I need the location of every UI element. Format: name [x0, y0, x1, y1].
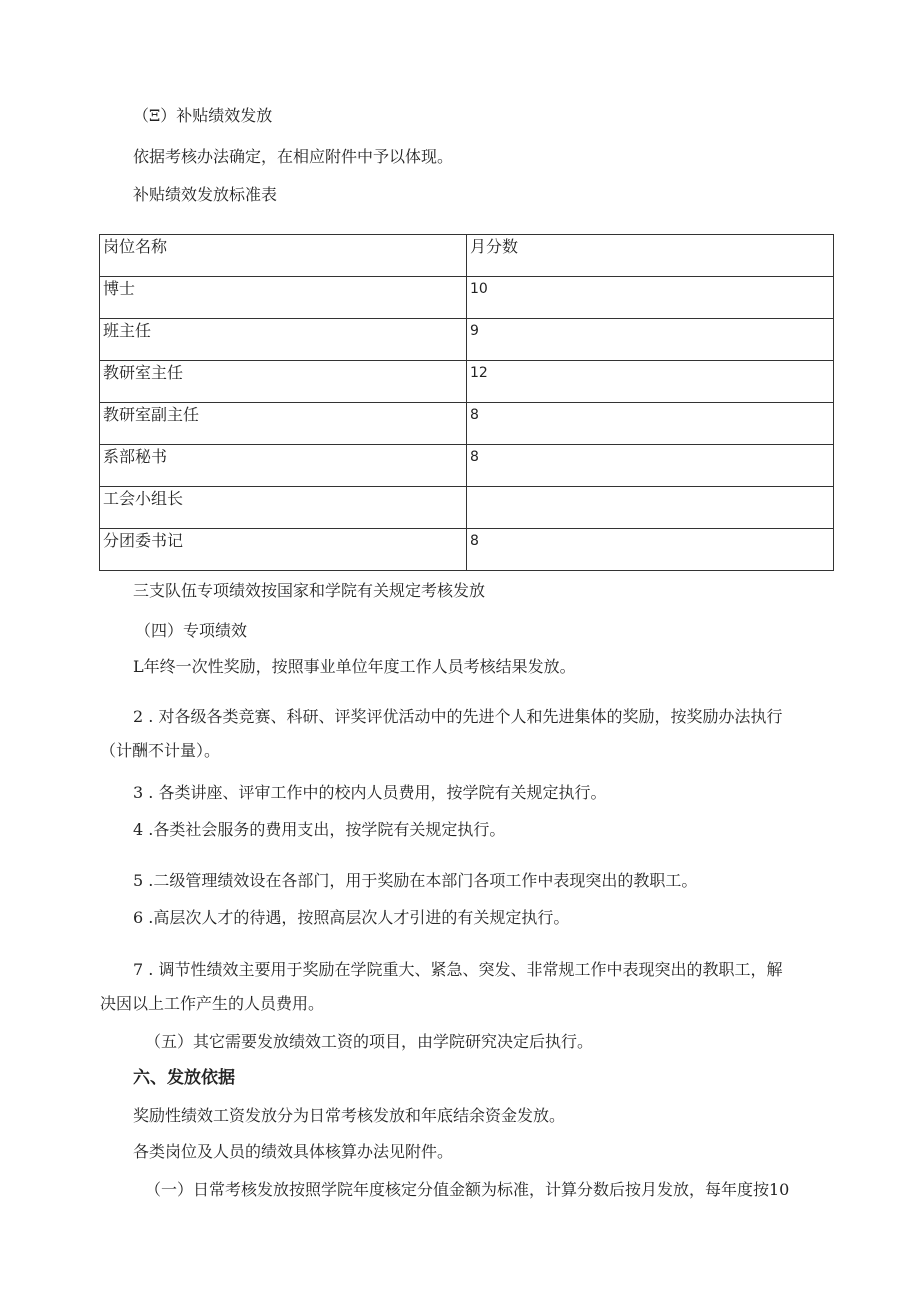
table-row [100, 445, 834, 487]
position-name-cell: 教研室主任 [100, 361, 467, 403]
section6-paragraph-3: （一）日常考核发放按照学院年度核定分值金额为标准，计算分数后按月发放，每年度按10 [145, 1180, 790, 1199]
table-row [100, 277, 834, 319]
item-2-line-2: （计酬不计量）。 [100, 741, 221, 760]
item-2-line-1: 2 . 对各级各类竞赛、科研、评奖评优活动中的先进个人和先进集体的奖励，按奖励办法执行 [133, 707, 783, 726]
header-position-name: 岗位名称 [100, 235, 467, 277]
item-3: 3 . 各类讲座、评审工作中的校内人员费用，按学院有关规定执行。 [133, 783, 607, 802]
section4-heading: （四）专项绩效 [135, 621, 248, 640]
monthly-score-cell: 9 [467, 319, 834, 361]
item-1: L年终一次性奖励，按照事业单位年度工作人员考核结果发放。 [133, 657, 576, 676]
table-header-row [100, 235, 834, 277]
item-5: 5 .二级管理绩效设在各部门，用于奖励在本部门各项工作中表现突出的教职工。 [133, 871, 698, 890]
section3-intro: 依据考核办法确定，在相应附件中予以体现。 [133, 147, 454, 166]
table-caption: 补贴绩效发放标准表 [133, 185, 278, 204]
item-7-line-2: 决因以上工作产生的人员费用。 [100, 994, 325, 1013]
monthly-score-cell: 12 [467, 361, 834, 403]
section6-paragraph-2: 各类岗位及人员的绩效具体核算办法见附件。 [133, 1142, 454, 1161]
position-name-cell: 博士 [100, 277, 467, 319]
after-table-note: 三支队伍专项绩效按国家和学院有关规定考核发放 [133, 581, 486, 600]
monthly-score-cell: 8 [467, 403, 834, 445]
section3-heading: （Ξ）补贴绩效发放 [133, 106, 273, 125]
monthly-score-cell: 8 [467, 529, 834, 571]
position-name-cell: 班主任 [100, 319, 467, 361]
section5-paragraph: （五）其它需要发放绩效工资的项目，由学院研究决定后执行。 [145, 1032, 594, 1051]
position-name-cell: 教研室副主任 [100, 403, 467, 445]
monthly-score-cell: 10 [467, 277, 834, 319]
table-row [100, 361, 834, 403]
position-name-cell: 工会小组长 [100, 487, 467, 529]
position-name-cell: 系部秘书 [100, 445, 467, 487]
item-4: 4 .各类社会服务的费用支出，按学院有关规定执行。 [133, 820, 506, 839]
monthly-score-cell [467, 487, 834, 529]
section6-heading: 六、发放依据 [133, 1068, 235, 1088]
item-7-line-1: 7 . 调节性绩效主要用于奖励在学院重大、紧急、突发、非常规工作中表现突出的教职工，解 [133, 960, 783, 979]
item-6: 6 .高层次人才的待遇，按照高层次人才引进的有关规定执行。 [133, 908, 570, 927]
header-monthly-score: 月分数 [467, 235, 834, 277]
table-row [100, 529, 834, 571]
section6-paragraph-1: 奖励性绩效工资发放分为日常考核发放和年底结余资金发放。 [133, 1106, 566, 1125]
table-row [100, 487, 834, 529]
table-row [100, 319, 834, 361]
subsidy-standard-table [99, 234, 834, 571]
table-row [100, 403, 834, 445]
position-name-cell: 分团委书记 [100, 529, 467, 571]
monthly-score-cell: 8 [467, 445, 834, 487]
